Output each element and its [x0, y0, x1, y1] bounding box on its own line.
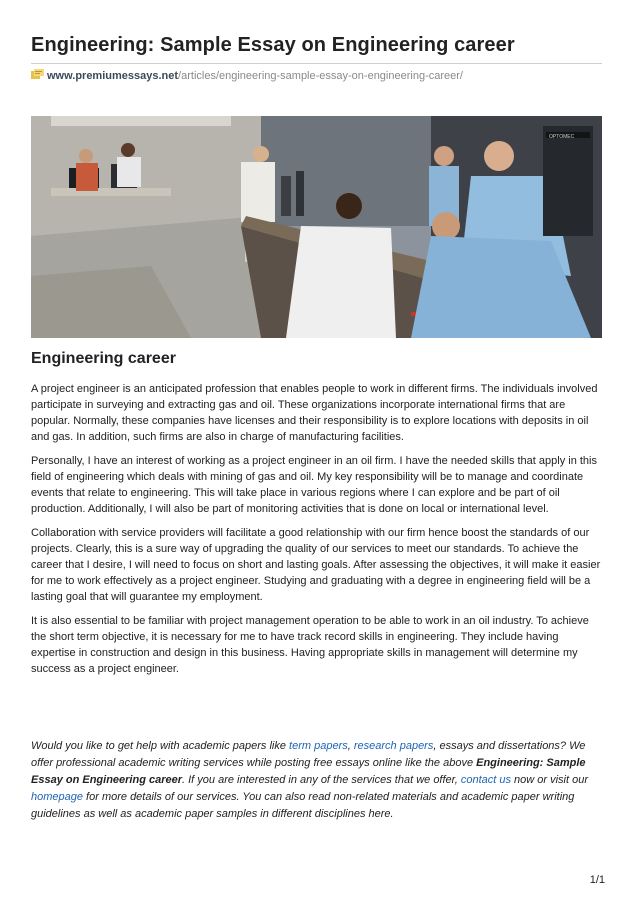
promo-text: now or visit our — [510, 774, 589, 786]
link-term-papers[interactable]: term papers — [289, 740, 348, 752]
promo-text: , — [347, 740, 354, 752]
paragraph: A project engineer is an anticipated profession that enables people to work in different firms. The individuals involved participate in surveying and extracting gas and oil. These organizations incorporate international firms that are popular. Normally, these companies have licenses and their responsibility is to explore locations with deposits in oil and gas. In addition, such firms are also in charge of manufacturing facilities. — [31, 383, 598, 443]
page-number: 1/1 — [589, 874, 605, 886]
promo-text: . If you are interested in any of the services that we offer, — [182, 774, 461, 786]
link-homepage[interactable]: homepage — [31, 791, 83, 803]
site-favicon-icon — [31, 69, 44, 80]
paragraph: Collaboration with service providers will facilitate a good relationship with our firm hence boost the standards of our projects. Clearly, this is a sure way of upgrading the quality of our services to meet our standards. To achieve the career that I desire, I will need to focus on short and lasting goals. After assessing the objectives, it will make it easier for me to work effectively as a project engineer. Studying and graduating with a degree in engineering field will be a lasting goal that will guarantee my employment. — [31, 527, 601, 603]
promo-paragraph — [31, 738, 603, 823]
section-heading: Engineering career — [31, 350, 176, 367]
link-contact-us[interactable]: contact us — [460, 774, 511, 786]
paragraph: Personally, I have an interest of working as a project engineer in an oil firm. I have the needed skills that apply in this field of engineering which deals with mining of gas and oil. My key responsibility will be to manage and coordinate events that relate to engineering. This will take place in various regions where I can explore and be part of oil production. Additionally, I will also be part of monitoring activities that is done on local or international level. — [31, 455, 597, 515]
title-divider — [31, 63, 602, 64]
paragraph: It is also essential to be familiar with project management operation to be able to work in an oil industry. To achieve the short term objective, it is necessary for me to have track record skills in engineering. They include having expertise in construction and design in this business. Having appropriate skills in management will determine my success as a project engineer. — [31, 615, 589, 675]
promo-text: for more details of our services. You can also read non-related materials and academic paper writing guidelines as well as academic paper samples in different disciplines here. — [31, 791, 575, 820]
promo-text: , essays and dissertations? We offer professional academic writing services while posting free essays online like the above — [31, 740, 586, 769]
source-url-domain[interactable]: www.premiumessays.net — [47, 70, 179, 82]
promo-essay-title: Engineering: Sample Essay on Engineering career — [31, 757, 586, 786]
equipment-label: OPTOMEC — [549, 134, 575, 140]
source-url[interactable] — [31, 69, 463, 82]
link-research-papers[interactable]: research papers — [353, 740, 434, 752]
promo-text: Would you like to get help with academic papers like — [31, 740, 290, 752]
source-url-path[interactable]: /articles/engineering-sample-essay-on-engineering-career/ — [178, 70, 463, 82]
page-title: Engineering: Sample Essay on Engineering career — [31, 34, 515, 56]
lab-photo — [31, 116, 602, 338]
essay-body — [31, 381, 603, 685]
